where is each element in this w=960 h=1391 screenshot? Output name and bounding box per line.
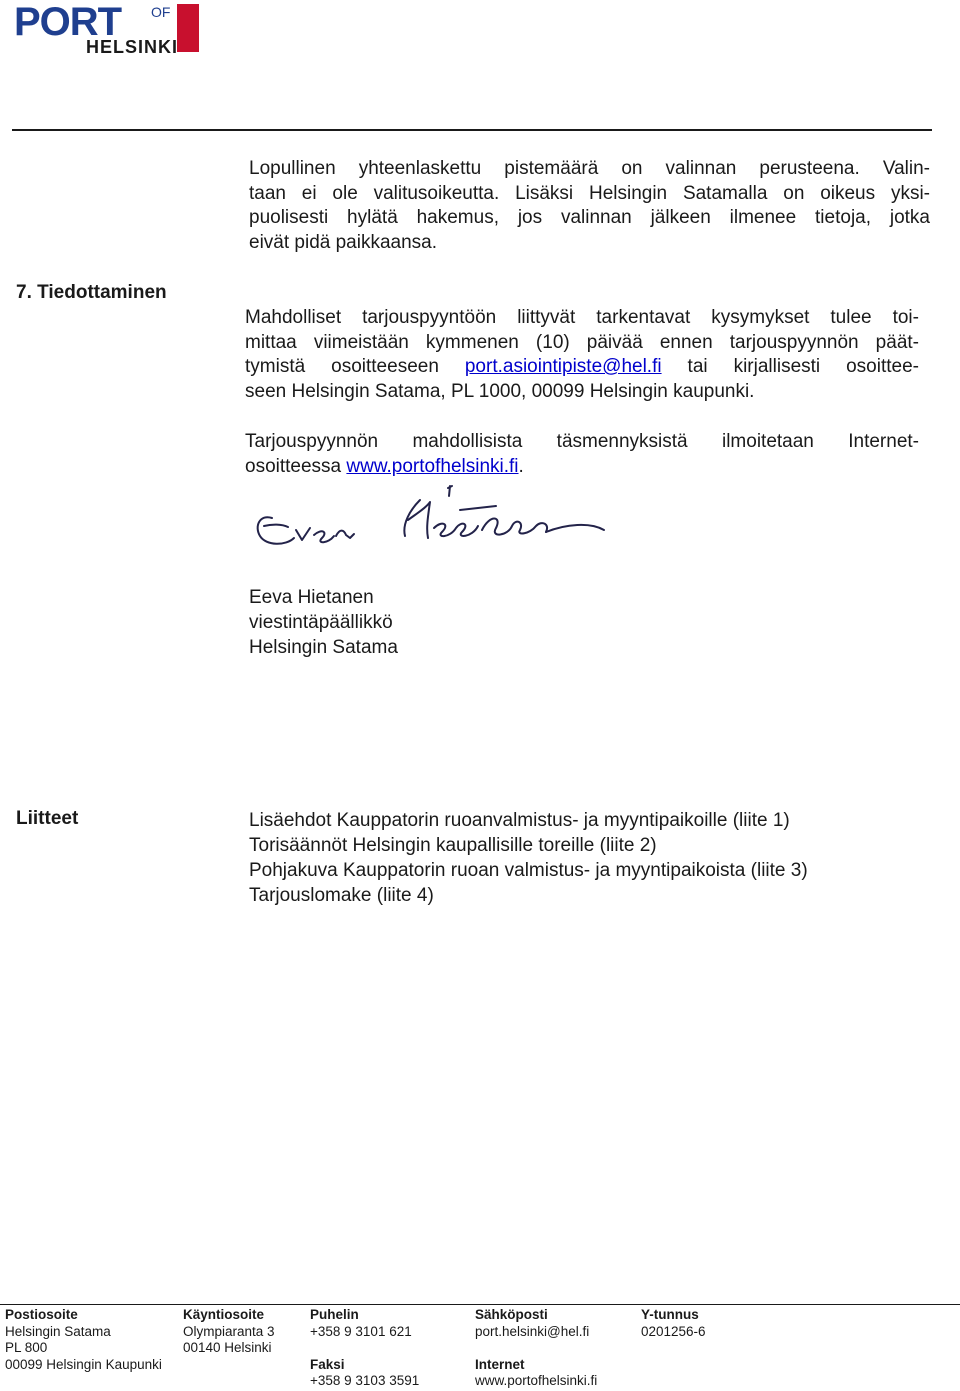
footer-business-id bbox=[641, 1307, 706, 1340]
footer-value: 0201256-6 bbox=[641, 1323, 706, 1339]
announcement-paragraph bbox=[245, 430, 919, 479]
signer-organization: Helsingin Satama bbox=[249, 637, 398, 658]
footer-label: Puhelin bbox=[310, 1307, 359, 1322]
footer-label: Sähköposti bbox=[475, 1307, 548, 1322]
footer-label: Internet bbox=[475, 1356, 525, 1372]
text-line: seen Helsingin Satama, PL 1000, 00099 Helsingin kaupunki. bbox=[245, 380, 755, 402]
footer-website-value[interactable]: www.portofhelsinki.fi bbox=[475, 1373, 598, 1388]
footer-email-value[interactable]: port.helsinki@hel.fi bbox=[475, 1323, 590, 1339]
text-line: Mahdolliset tarjouspyyntöön liittyvät tarkentavat kysymykset tulee toi- bbox=[245, 307, 919, 328]
footer-value: Olympiaranta 3 bbox=[183, 1323, 275, 1339]
text-line: taan ei ole valitusoikeutta. Lisäksi Helsingin Satamalla on oikeus yksi- bbox=[249, 182, 930, 204]
text-line: Lopullinen yhteenlaskettu pistemäärä on valinnan perusteena. Valin- bbox=[249, 158, 930, 179]
signer-name: Eeva Hietanen bbox=[249, 587, 374, 608]
footer-label: Y-tunnus bbox=[641, 1307, 699, 1322]
footer-postal-address bbox=[5, 1307, 162, 1373]
footer-value: PL 800 bbox=[5, 1340, 48, 1355]
footer-value: +358 9 3103 3591 bbox=[310, 1373, 420, 1388]
svg-text:OF: OF bbox=[151, 4, 171, 20]
text-line: puolisesti hylätä hakemus, jos valinnan jälkeen ilmenee tietoja, jotka bbox=[249, 207, 930, 228]
text-line: mittaa viimeistään kymmenen (10) päivää ennen tarjouspyynnön päät- bbox=[245, 331, 919, 353]
attachment-item: Tarjouslomake (liite 4) bbox=[249, 885, 434, 906]
email-link[interactable]: port.asiointipiste@hel.fi bbox=[464, 356, 662, 377]
signer-title: viestintäpäällikkö bbox=[249, 612, 393, 633]
attachment-item: Pohjakuva Kauppatorin ruoan valmistus- ja myyntipaikoista (liite 3) bbox=[249, 860, 808, 881]
attachments-list bbox=[249, 808, 808, 908]
attachment-item: Torisäännöt Helsingin kaupallisille toreille (liite 2) bbox=[249, 835, 657, 856]
footer-phone bbox=[310, 1307, 419, 1390]
port-of-helsinki-logo bbox=[14, 2, 200, 56]
footer-label: Käyntiosoite bbox=[183, 1307, 265, 1322]
text-line: eivät pidä paikkaansa. bbox=[249, 231, 438, 253]
footer-value: 00099 Helsingin Kaupunki bbox=[5, 1356, 162, 1372]
footer-label: Postiosoite bbox=[5, 1307, 78, 1322]
footer-value: 00140 Helsinki bbox=[183, 1340, 272, 1355]
footer-email bbox=[475, 1307, 597, 1390]
website-link[interactable]: www.portofhelsinki.fi bbox=[346, 455, 519, 477]
svg-text:PORT: PORT bbox=[14, 2, 122, 44]
inquiry-paragraph bbox=[245, 306, 919, 404]
selection-paragraph bbox=[249, 157, 930, 255]
signer-block bbox=[249, 585, 398, 660]
handwritten-signature bbox=[250, 480, 610, 555]
text-line: Tarjouspyynnön mahdollisista täsmennyksistä ilmoitetaan Internet- bbox=[245, 431, 919, 452]
text-line: osoitteessa www.portofhelsinki.fi. bbox=[245, 455, 524, 477]
text-line: tymistä osoitteeseen port.asiointipiste@hel.fi tai kirjallisesti osoittee- bbox=[245, 356, 919, 377]
attachment-item: Lisäehdot Kauppatorin ruoanvalmistus- ja myyntipaikoille (liite 1) bbox=[249, 810, 790, 831]
header-divider bbox=[12, 129, 932, 131]
footer-value: +358 9 3101 621 bbox=[310, 1323, 412, 1339]
footer-label: Faksi bbox=[310, 1356, 345, 1372]
footer-divider bbox=[0, 1304, 960, 1305]
attachments-heading: Liitteet bbox=[16, 808, 79, 829]
section-heading: 7. Tiedottaminen bbox=[16, 282, 167, 303]
footer-visiting-address bbox=[183, 1307, 275, 1357]
footer-value: Helsingin Satama bbox=[5, 1323, 111, 1339]
svg-text:HELSINKI: HELSINKI bbox=[86, 37, 179, 56]
